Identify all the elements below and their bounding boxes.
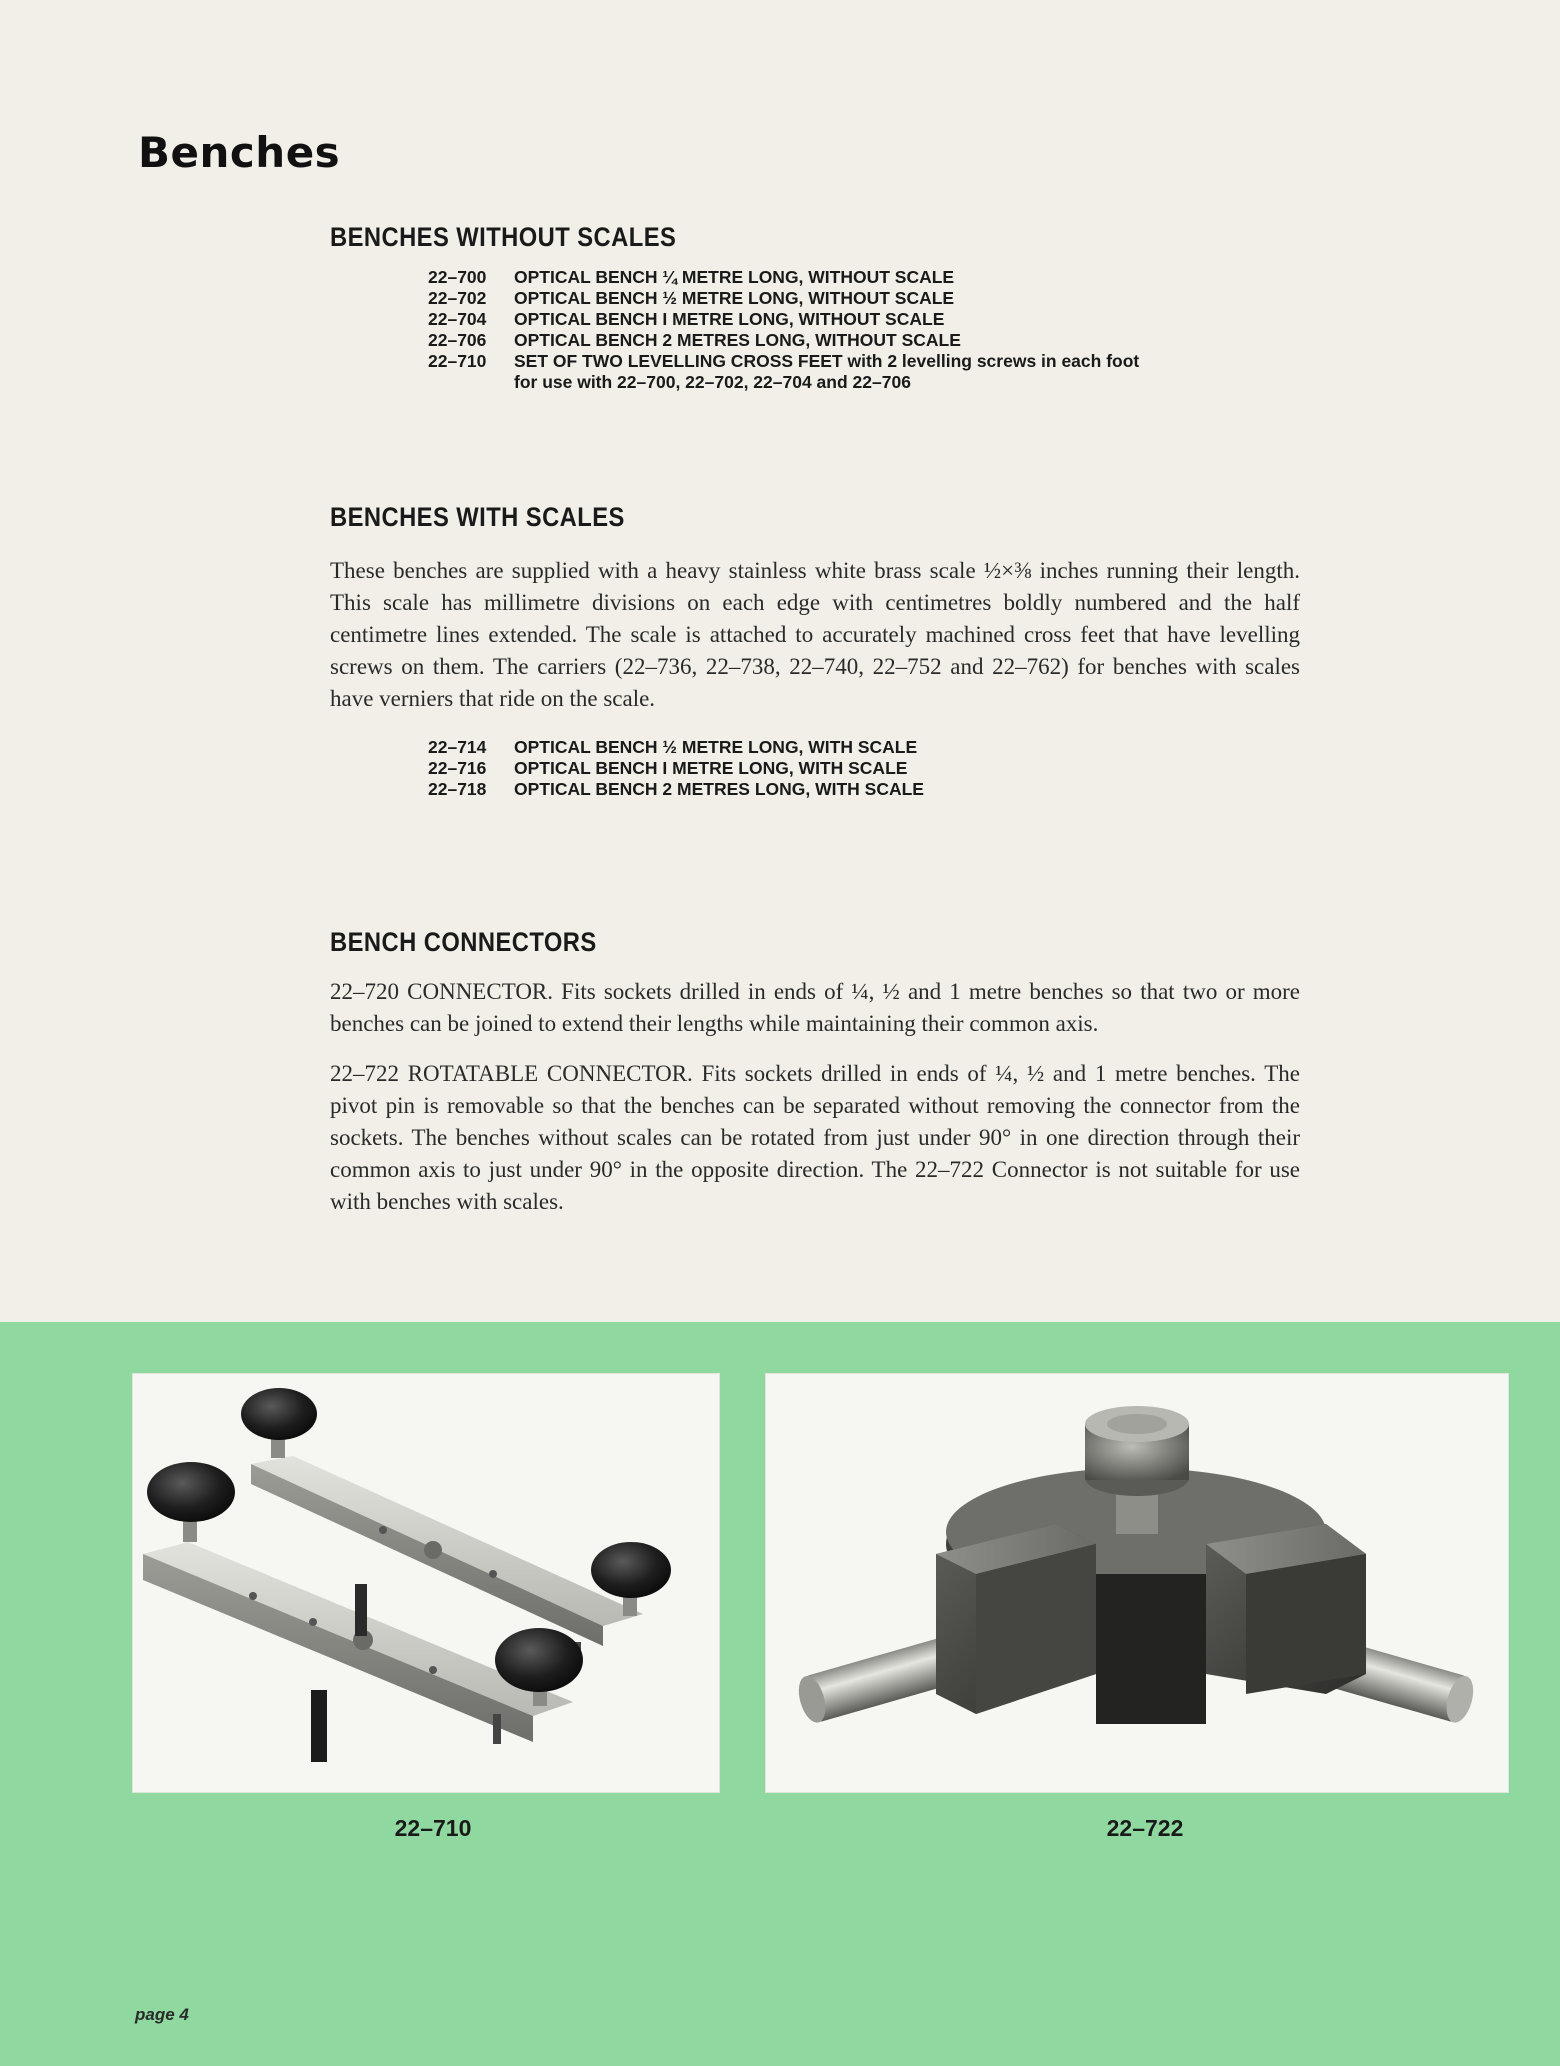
section-heading: BENCHES WITHOUT SCALES: [330, 222, 677, 252]
item-code: 22–714: [428, 737, 487, 757]
section-paragraph: 22–722 ROTATABLE CONNECTOR. Fits sockets drilled in ends of ¼, ½ and 1 metre benches. The pivot pin is removable so that the benches can be separated without removing the connector from the sockets. The benches without scales can be rotated from just under 90° in one direction through their common axis to just under 90° in the opposite direction. The 22–722 Connector is not suitable for use with benches with scales.: [330, 1061, 1300, 1214]
item-code: 22–716: [428, 758, 487, 778]
item-code: 22–710: [428, 351, 487, 371]
item-code: 22–718: [428, 779, 487, 799]
spec-row: [428, 758, 1300, 779]
item-code: 22–704: [428, 309, 487, 329]
item-description: OPTICAL BENCH ½ METRE LONG, WITHOUT SCALE: [514, 288, 955, 308]
item-code: 22–700: [428, 267, 487, 287]
spec-row: [428, 288, 1300, 309]
section-paragraph: 22–720 CONNECTOR. Fits sockets drilled in ends of ¼, ½ and 1 metre benches so that two or more benches can be joined to extend their lengths while maintaining their common axis.: [330, 979, 1300, 1036]
spec-row: [428, 737, 1300, 758]
spec-row: [428, 779, 1300, 800]
spec-row: [428, 330, 1300, 351]
figure-caption: 22–722: [1106, 1815, 1184, 1841]
spec-list: [428, 737, 1300, 800]
item-description: OPTICAL BENCH ¼ METRE LONG, WITHOUT SCALE: [514, 267, 955, 287]
page-number: page 4: [135, 2005, 189, 2024]
item-description: OPTICAL BENCH 2 METRES LONG, WITHOUT SCALE: [514, 330, 961, 350]
item-description: SET OF TWO LEVELLING CROSS FEET with 2 levelling screws in each foot for use with 22–700, 22–702, 22–704 and 22–706: [514, 351, 1140, 392]
photo-levelling-cross-feet: [132, 1373, 720, 1793]
section-benches-with-scales: [330, 502, 1300, 800]
section-paragraph: These benches are supplied with a heavy stainless white brass scale ½×⅜ inches running their length. This scale has millimetre divisions on each edge with centimetres boldly numbered and the half centimetre lines extended. The scale is attached to accurately machined cross feet that have levelling screws on them. The carriers (22–736, 22–738, 22–740, 22–752 and 22–762) for benches with scales have verniers that ride on the scale.: [330, 558, 1300, 711]
spec-list: [428, 267, 1300, 393]
figure-caption: 22–710: [394, 1815, 472, 1841]
item-code: 22–706: [428, 330, 487, 350]
spec-row: [428, 309, 1300, 330]
spec-row: [428, 267, 1300, 288]
page-title: Benches: [138, 128, 341, 177]
item-description: OPTICAL BENCH 2 METRES LONG, WITH SCALE: [514, 779, 924, 799]
section-bench-connectors: [330, 927, 1300, 1218]
item-code: 22–702: [428, 288, 487, 308]
photo-rotatable-connector: [765, 1373, 1509, 1793]
section-heading: BENCHES WITH SCALES: [330, 502, 625, 532]
section-heading: BENCH CONNECTORS: [330, 927, 597, 957]
item-description: OPTICAL BENCH I METRE LONG, WITHOUT SCALE: [514, 309, 945, 329]
spec-row: [428, 351, 1300, 393]
section-benches-without-scales: [330, 222, 1300, 393]
item-description: OPTICAL BENCH ½ METRE LONG, WITH SCALE: [514, 737, 918, 757]
item-description: OPTICAL BENCH I METRE LONG, WITH SCALE: [514, 758, 908, 778]
